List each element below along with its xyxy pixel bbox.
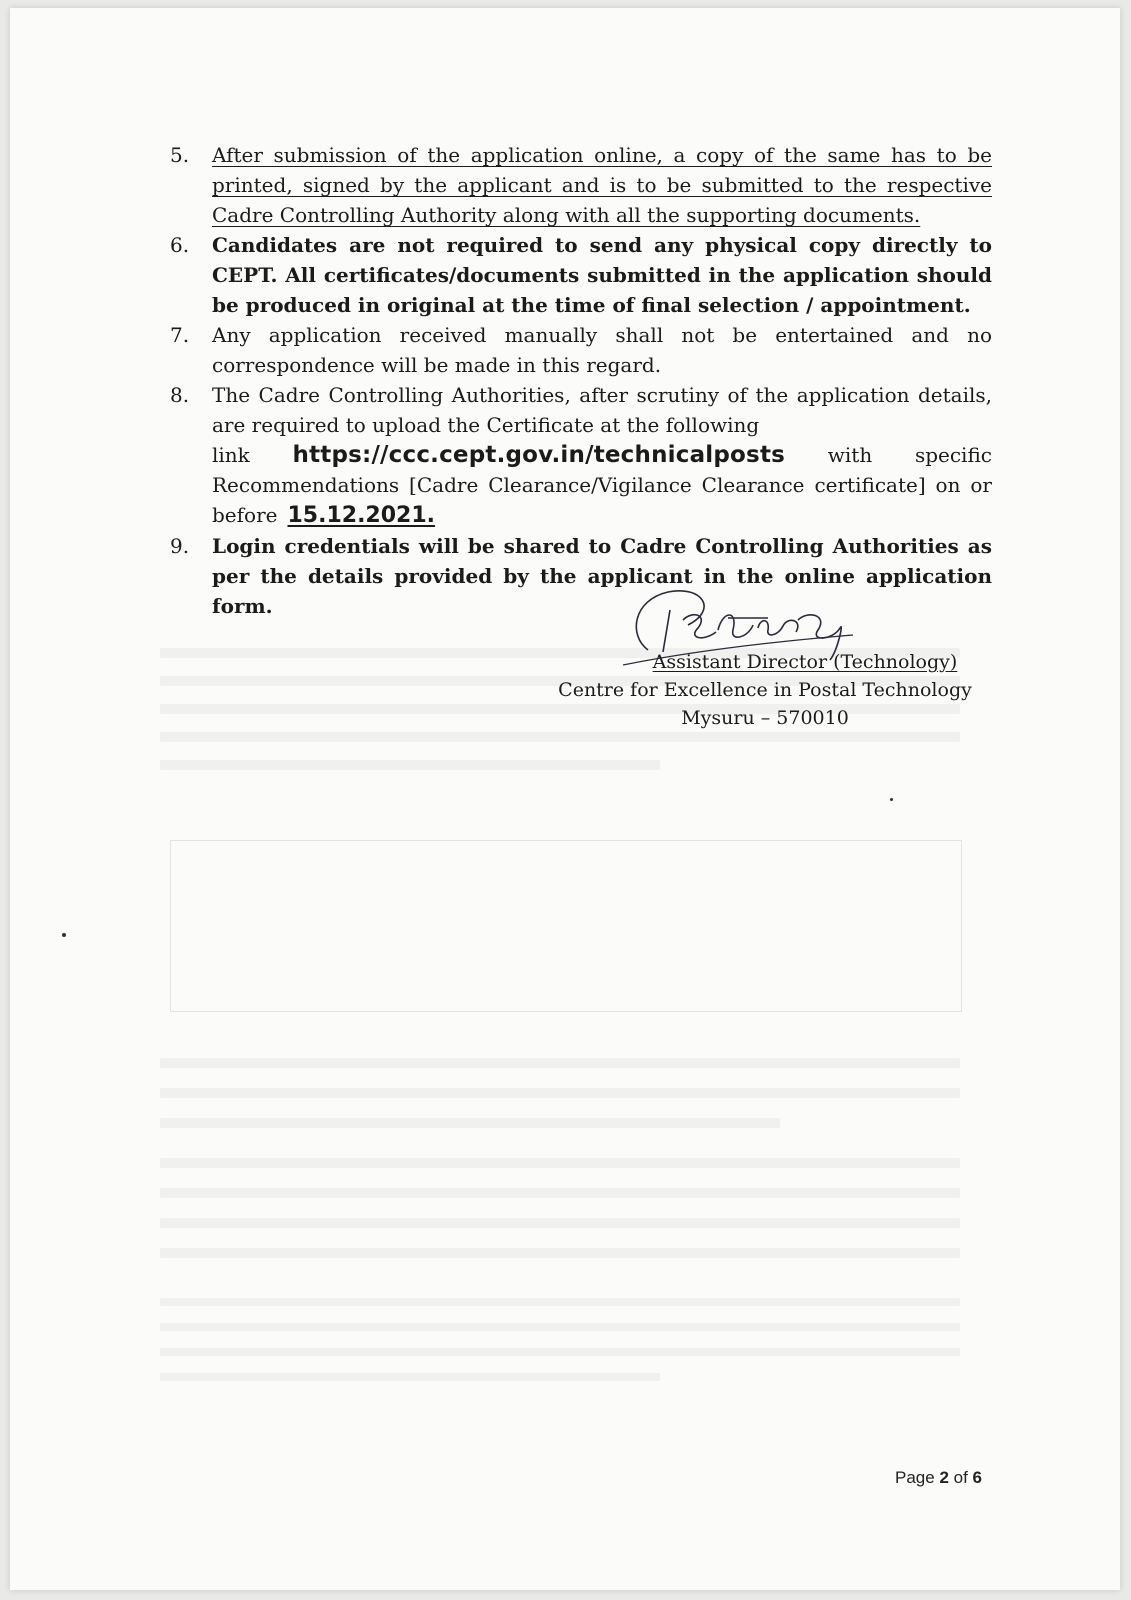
bleed-through-line: [160, 1323, 960, 1331]
link-line: [212, 440, 992, 470]
list-item-number: 9.: [170, 534, 190, 558]
list-item-6: [170, 230, 992, 320]
signature-block: [530, 648, 1000, 732]
document-page: [10, 8, 1120, 1590]
link-word: link: [212, 443, 250, 467]
deadline-date: 15.12.2021.: [287, 503, 436, 528]
specific-word: specific: [914, 443, 992, 467]
list-item-5: [170, 140, 992, 230]
bleed-through-line: [160, 1158, 960, 1168]
list-item-text: Any application received manually shall not be entertained and no correspondence will be made in this regard.: [212, 323, 992, 377]
bleed-through-line: [160, 1118, 780, 1128]
list-item-number: 6.: [170, 233, 190, 257]
list-item-text: After submission of the application online, a copy of the same has to be printed, signed by the applicant and is to be submitted to the respective Cadre Controlling Authority along with all the supporting documents.: [212, 143, 992, 227]
list-item-text-part2: Recommendations [Cadre Clearance/Vigilance Clearance certificate] on or before: [212, 473, 992, 527]
list-item-number: 7.: [170, 323, 190, 347]
bleed-through-line: [160, 1373, 660, 1381]
bleed-through-line: [160, 760, 660, 770]
bleed-through-line: [160, 1248, 960, 1258]
page-number: [895, 1468, 982, 1488]
bleed-through-line: [160, 1348, 960, 1356]
bleed-through-line: [160, 1088, 960, 1098]
bleed-through-line: [160, 1298, 960, 1306]
list-item-8: [170, 380, 992, 531]
list-item-text-part1: The Cadre Controlling Authorities, after scrutiny of the application details, are required to upload the Certificate at the following: [212, 383, 992, 437]
list-item-7: [170, 320, 992, 380]
bleed-through-line: [160, 732, 960, 742]
upload-url-link[interactable]: https://ccc.cept.gov.in/technicalposts: [292, 442, 786, 468]
list-item-number: 5.: [170, 143, 190, 167]
instructions-list: [170, 140, 992, 621]
bleed-through-line: [160, 1058, 960, 1068]
list-item-text: Candidates are not required to send any physical copy directly to CEPT. All certificates/documents submitted in the application should be produced in original at the time of final selection / appointment.: [212, 233, 992, 317]
signatory-organization: Centre for Excellence in Postal Technology: [558, 679, 972, 701]
page-middle: of: [948, 1468, 973, 1487]
list-item-text: Login credentials will be shared to Cadre Controlling Authorities as per the details provided by the applicant in the online application form.: [212, 534, 992, 618]
page-current: 2: [939, 1468, 949, 1487]
bleed-through-table: [170, 840, 962, 1012]
list-item-number: 8.: [170, 383, 190, 407]
page-total: 6: [972, 1468, 982, 1487]
signatory-title: Assistant Director (Technology): [652, 651, 958, 673]
list-item-text-part2-wrapper: [212, 470, 992, 531]
signatory-location: Mysuru – 570010: [681, 707, 849, 729]
scan-speck: [62, 933, 66, 937]
page-prefix: Page: [895, 1468, 940, 1487]
bleed-through-line: [160, 1218, 960, 1228]
list-item-9: [170, 531, 992, 621]
scan-speck: [890, 798, 893, 801]
bleed-through-line: [160, 1188, 960, 1198]
with-word: with: [827, 443, 873, 467]
